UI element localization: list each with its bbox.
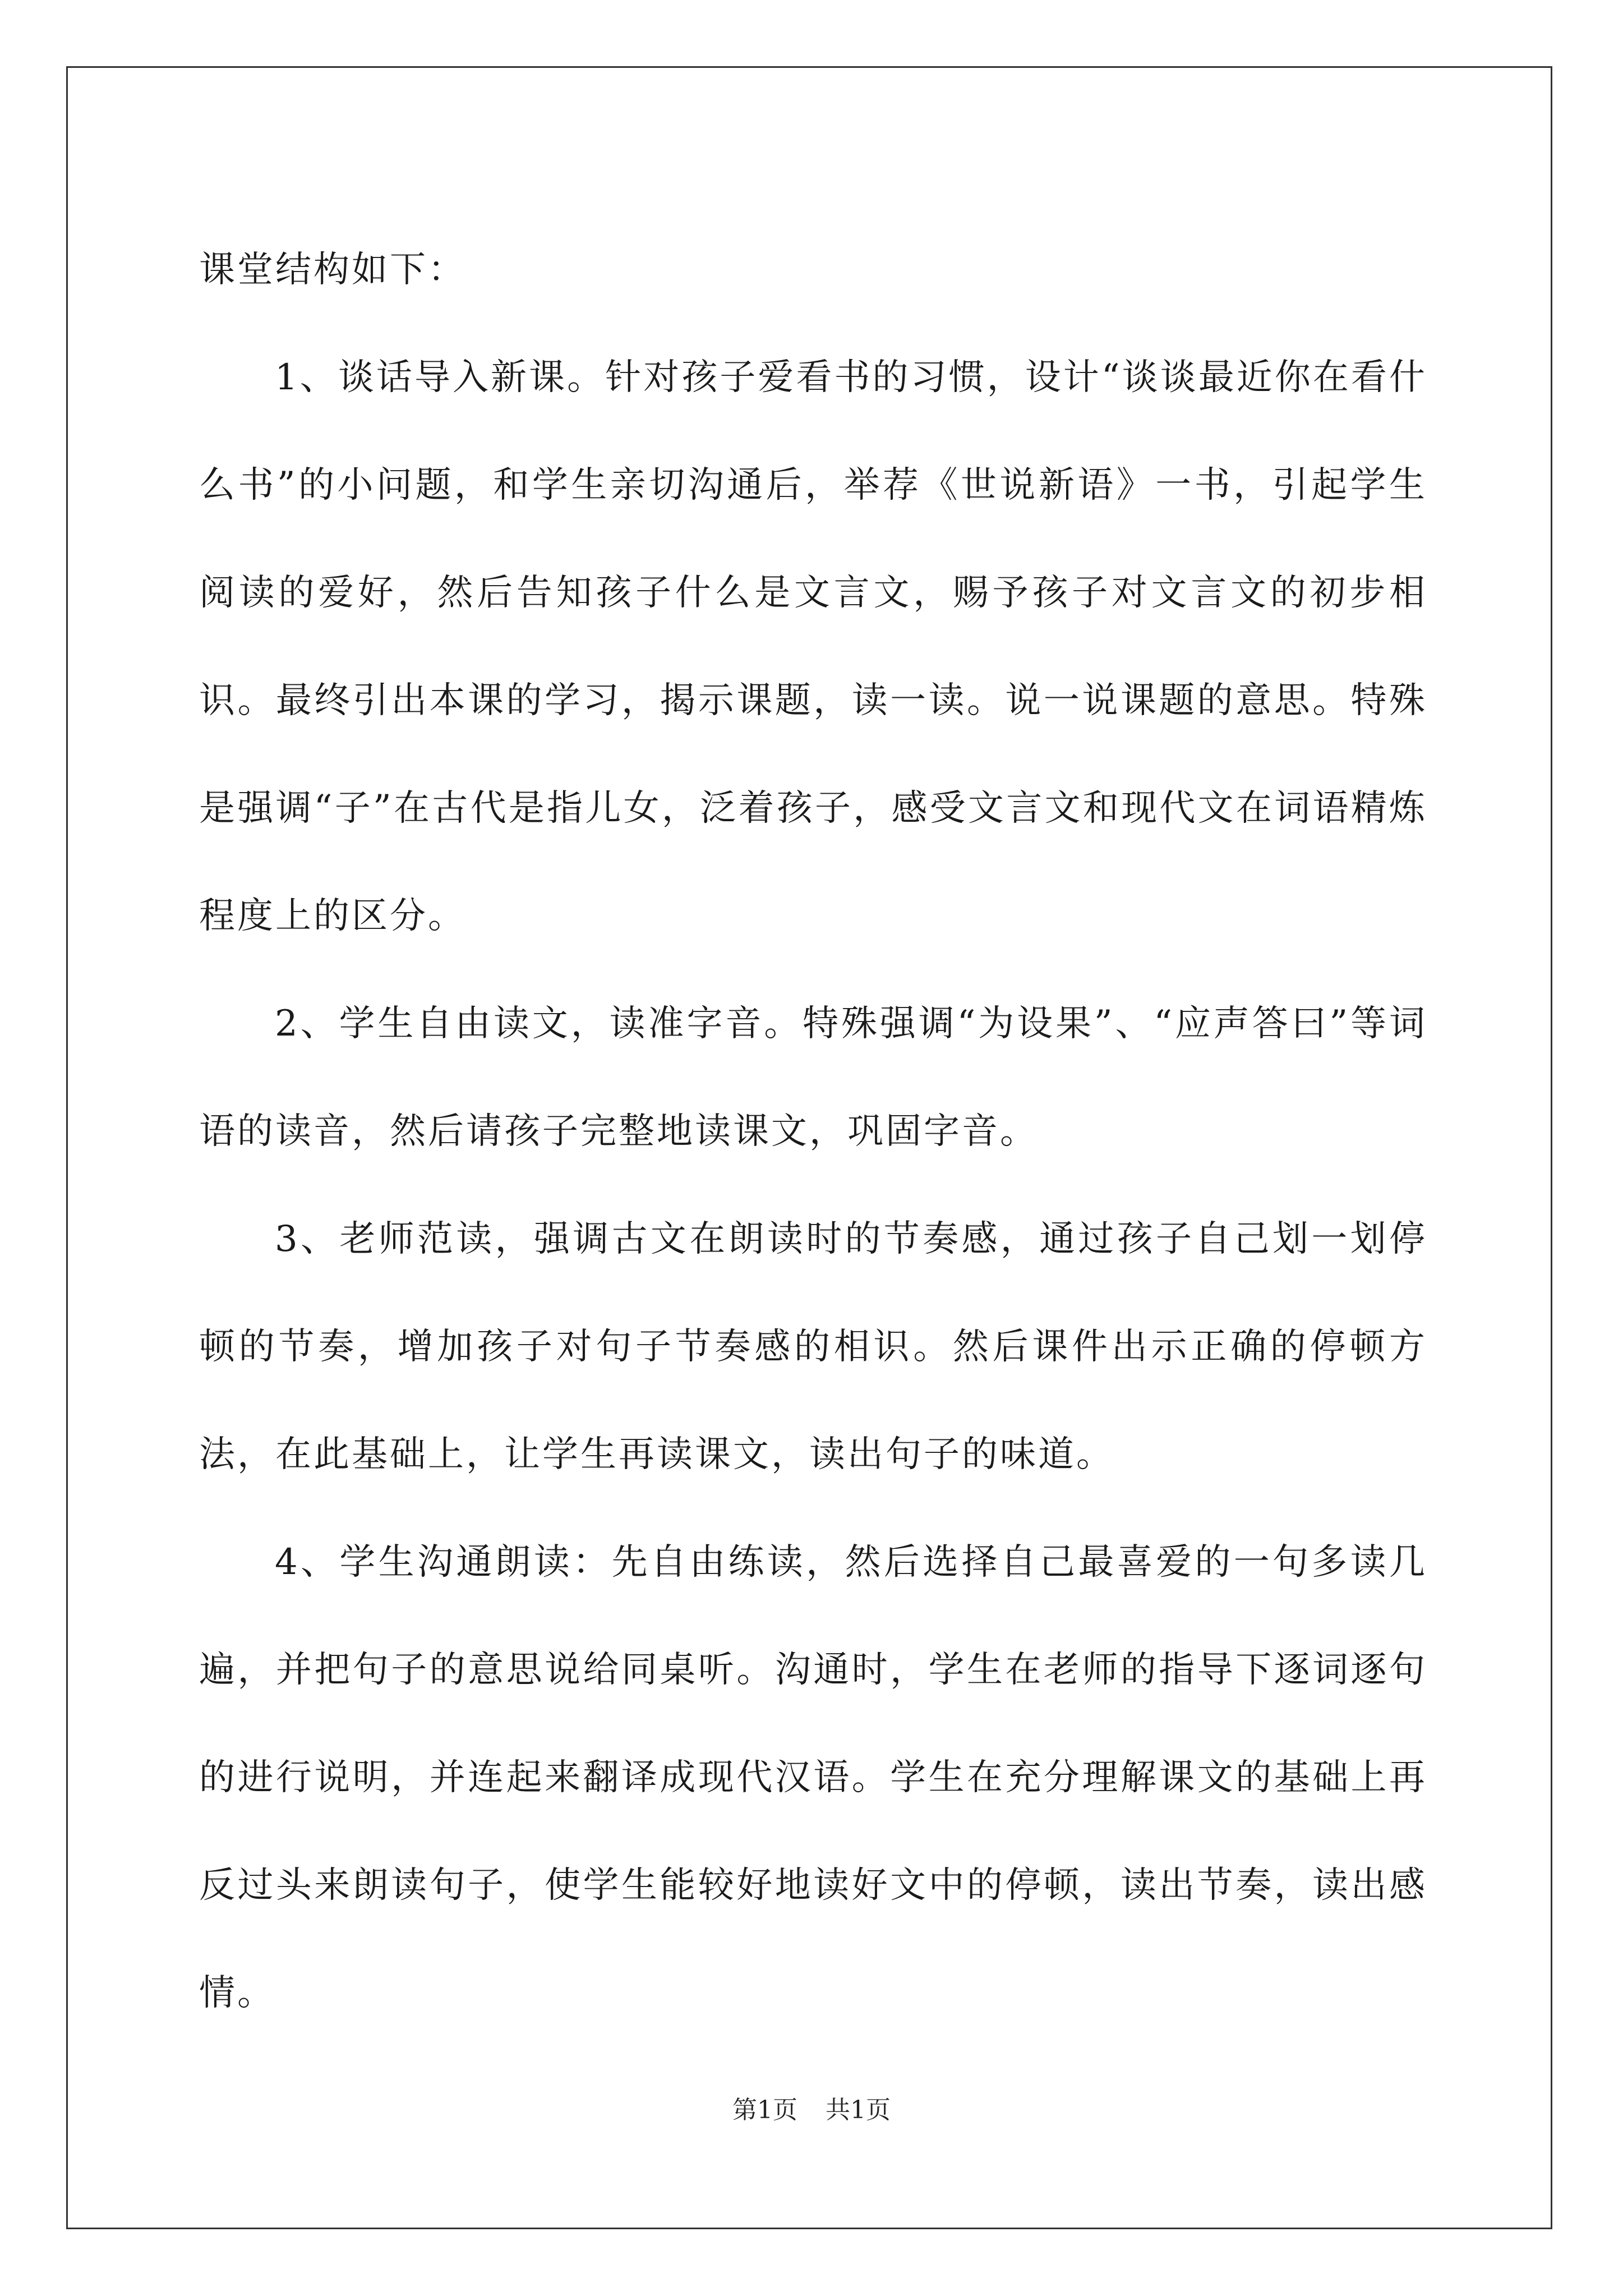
- page-footer: [0, 2090, 1623, 2125]
- paragraph-2: 2、学生自由读文，读准字音。特殊强调“为设果”、“应声答曰”等词语的读音，然后请孩子完整地读课文，巩固字音。: [199, 1003, 1427, 1152]
- page-number: 第1页: [732, 2096, 797, 2124]
- paragraph-3: 3、老师范读，强调古文在朗读时的节奏感，通过孩子自己划一划停顿的节奏，增加孩子对句子节奏感的相识。然后课件出示正确的停顿方法，在此基础上，让学生再读课文，读出句子的味道。: [199, 1218, 1427, 1475]
- page-count: 共1页: [826, 2096, 891, 2124]
- intro-line: 课堂结构如下：: [199, 249, 466, 291]
- paragraph-4: 4、学生沟通朗读：先自由练读，然后选择自己最喜爱的一句多读几遍，并把句子的意思说给同桌听。沟通时，学生在老师的指导下逐词逐句的进行说明，并连起来翻译成现代汉语。学生在充分理解课文的基础上再反过头来朗读句子，使学生能较好地读好文中的停顿，读出节奏，读出感情。: [199, 1542, 1427, 2014]
- document-body: [199, 216, 1427, 2047]
- paragraph-1: 1、谈话导入新课。针对孩子爱看书的习惯，设计“谈谈最近你在看什么书”的小问题，和学生亲切沟通后，举荐《世说新语》一书，引起学生阅读的爱好，然后告知孩子什么是文言文，赐予孩子对文言文的初步相识。最终引出本课的学习，揭示课题，读一读。说一说课题的意思。特殊是强调“子”在古代是指儿女，泛着孩子，感受文言文和现代文在词语精炼程度上的区分。: [199, 357, 1427, 937]
